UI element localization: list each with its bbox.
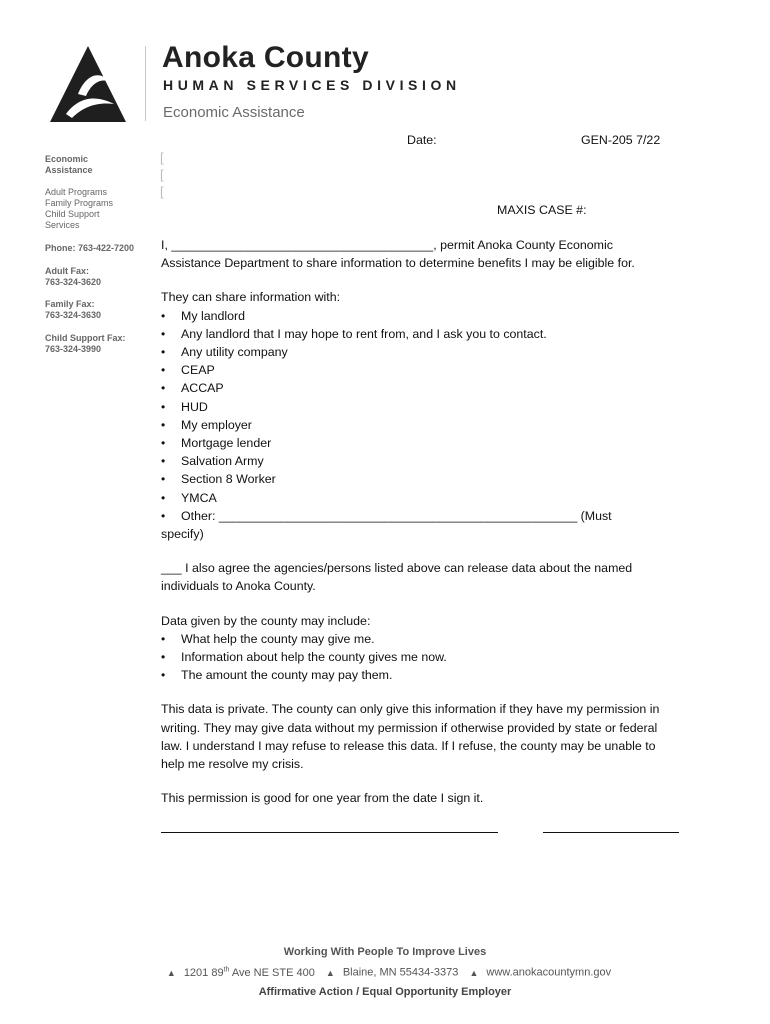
- privacy-line: help me resolve my crisis.: [161, 757, 304, 772]
- anoka-county-logo: [48, 44, 128, 124]
- list-item: • Other: ____________________________________________________ (Must: [161, 507, 701, 525]
- sidebar-programs: [45, 187, 113, 231]
- sidebar-heading: [45, 154, 93, 176]
- list-item: • What help the county may give me.: [161, 630, 701, 648]
- sidebar-heading-line1: Economic: [45, 154, 89, 164]
- family-fax-label: Family Fax:: [45, 299, 95, 309]
- sidebar-phone: Phone: 763-422-7200: [45, 243, 135, 253]
- address-street: Ave NE STE 400: [229, 966, 315, 979]
- form-field-bracket: [: [160, 150, 164, 165]
- footer-eeo: Affirmative Action / Equal Opportunity Employer: [258, 986, 512, 998]
- agree-line: ___ I also agree the agencies/persons listed above can release data about the named: [161, 561, 633, 576]
- other-continued: specify): [161, 527, 204, 542]
- footer-address-row: [0, 966, 770, 979]
- division-title: HUMAN SERVICES DIVISION: [163, 77, 461, 93]
- list-item: • Any utility company: [161, 343, 701, 361]
- county-title: Anoka County: [162, 41, 369, 74]
- sidebar-adult-fax: [45, 266, 101, 288]
- triangle-bullet-icon: ▲: [166, 967, 176, 978]
- permission-statement: This permission is good for one year from the date I sign it.: [161, 791, 484, 806]
- address-ordinal: th: [223, 966, 230, 973]
- share-list: [161, 307, 701, 525]
- footer-address: [184, 967, 315, 979]
- maxis-case-label: MAXIS CASE #:: [497, 203, 587, 217]
- date-label: Date:: [407, 133, 437, 147]
- sidebar-family-fax: [45, 299, 101, 321]
- sidebar-program: Services: [45, 220, 80, 230]
- signature-line[interactable]: [161, 832, 498, 833]
- form-field-bracket: [: [160, 167, 164, 182]
- child-fax-label: Child Support Fax:: [45, 333, 126, 343]
- signature-date-line[interactable]: [543, 832, 679, 833]
- triangle-bullet-icon: ▲: [325, 967, 335, 978]
- footer-tagline: Working With People To Improve Lives: [283, 946, 487, 958]
- child-fax-number: 763-324-3990: [45, 344, 102, 354]
- header-divider: [145, 46, 146, 121]
- list-item: • YMCA: [161, 489, 701, 507]
- department-subtitle: Economic Assistance: [163, 104, 305, 121]
- list-item: • Section 8 Worker: [161, 470, 701, 488]
- share-heading: They can share information with:: [161, 290, 341, 305]
- list-item: • Any landlord that I may hope to rent from, and I ask you to contact.: [161, 325, 701, 343]
- list-item: • My landlord: [161, 307, 701, 325]
- intro-line: I, ______________________________________, permit Anoka County Economic: [161, 238, 613, 252]
- form-number: GEN-205 7/22: [581, 133, 661, 147]
- list-item: • CEAP: [161, 361, 701, 379]
- form-body: [161, 236, 701, 807]
- sidebar-child-fax: [45, 333, 126, 355]
- form-field-bracket: [: [160, 184, 164, 199]
- family-fax-number: 763-324-3630: [45, 310, 102, 320]
- list-item: • Mortgage lender: [161, 434, 701, 452]
- adult-fax-label: Adult Fax:: [45, 266, 89, 276]
- list-item: • ACCAP: [161, 379, 701, 397]
- adult-fax-number: 763-324-3620: [45, 277, 102, 287]
- triangle-bullet-icon: ▲: [469, 967, 479, 978]
- privacy-line: law. I understand I may refuse to release this data. If I refuse, the county may be unable to: [161, 738, 656, 753]
- list-item: • Salvation Army: [161, 452, 701, 470]
- data-list: [161, 630, 701, 685]
- sidebar-program: Adult Programs: [45, 187, 108, 197]
- list-item: • The amount the county may pay them.: [161, 666, 701, 684]
- list-item: • Information about help the county gives me now.: [161, 648, 701, 666]
- privacy-line: writing. They may give data without my permission if otherwise provided by state or federal: [161, 720, 658, 735]
- agree-line: individuals to Anoka County.: [161, 579, 316, 594]
- privacy-line: This data is private. The county can only give this information if they have my permission in: [161, 702, 660, 717]
- sidebar-program: Family Programs: [45, 198, 114, 208]
- list-item: • HUD: [161, 398, 701, 416]
- sidebar-heading-line2: Assistance: [45, 165, 93, 175]
- sidebar-program: Child Support: [45, 209, 100, 219]
- footer-website[interactable]: www.anokacountymn.gov: [486, 966, 612, 979]
- footer-city: Blaine, MN 55434-3373: [342, 966, 459, 979]
- list-item: • My employer: [161, 416, 701, 434]
- address-number: 1201 89: [183, 966, 224, 979]
- intro-line: Assistance Department to share information to determine benefits I may be eligible for.: [161, 256, 635, 271]
- data-heading: Data given by the county may include:: [161, 613, 371, 628]
